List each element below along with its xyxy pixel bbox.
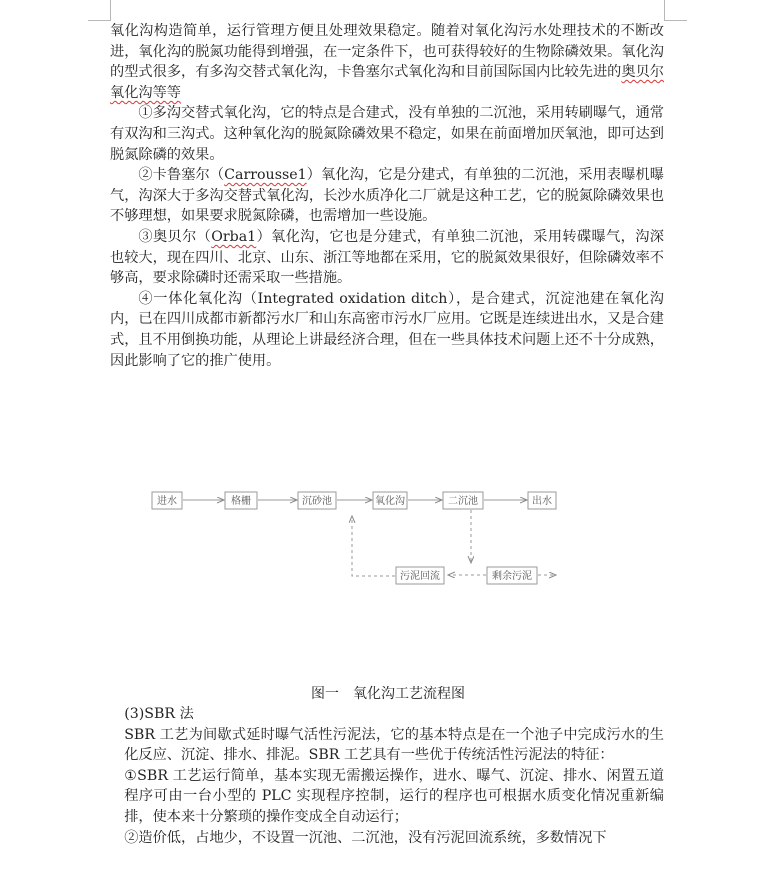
node-label-excess-sludge: 剩余污泥: [492, 571, 532, 582]
paragraph-item-3: ③奥贝尔（Orba1）氧化沟，它也是分建式，有单独二沉池，采用转碟曝气，沟深也较大，现在四川、北京、山东、浙江等地都在采用，它的脱氮效果很好，但除磷效率不够高，要求除磷时还需采取一些措施。: [110, 228, 664, 287]
node-label-grit-chamber: 沉砂池: [302, 496, 332, 507]
node-label-inflow: 进水: [157, 496, 177, 507]
figure-caption: 图一 氧化沟工艺流程图: [311, 686, 465, 702]
arrow-return-to-ditch: [352, 516, 395, 576]
paragraph-item-1: ①多沟交替式氧化沟，它的特点是合建式，没有单独的二沉池，采用转刷曝气，通常有双沟和三沟式。这种氧化沟的脱氮除磷效果不稳定，如果在前面增加厌氧池，即可达到脱氮除磷的效果。: [110, 105, 664, 163]
node-label-oxidation-ditch: 氧化沟: [375, 496, 405, 507]
grammar-marked-text: 奥贝尔氧化沟等等: [110, 64, 664, 101]
paragraph-sbr-point-1: ①SBR 工艺运行简单，基本实现无需搬运操作，进水、曝气、沉淀、排水、闲置五道程序可由一台小型的 PLC 实现程序控制，运行的程序也可根据水质变化情况重新编排，使本来十分繁琐的操作变成全自动运行；: [124, 767, 664, 825]
paragraph-item-4: ④一体化氧化沟（Integrated oxidation ditch），是合建式，沉淀池建在氧化沟内，已在四川成都市新都污水厂和山东高密市污水厂应用。它既是连续进出水，又是合建式，且不用倒换功能，从理论上讲最经济合理，但在一些具体技术问题上还不十分成熟，因此影响了它的推广使用。: [110, 290, 664, 369]
spell-marked-text: Carrousse1: [224, 167, 307, 184]
spell-marked-text: Orba1: [211, 228, 257, 245]
body-text-sbr: [110, 704, 664, 848]
paragraph-sbr-intro: SBR 工艺为间歇式延时曝气活性污泥法，它的基本特点是在一个池子中完成污水的生化反应、沉淀、排水、排泥。SBR 工艺具有一些优于传统活性污泥法的特征：: [124, 726, 664, 764]
node-label-return-sludge: 污泥回流: [400, 571, 440, 582]
node-label-outflow: 出水: [532, 496, 552, 507]
node-label-secondary-clarifier: 二沉池: [448, 496, 478, 507]
paragraph-intro: 氧化沟构造简单，运行管理方便且处理效果稳定。随着对氧化沟污水处理技术的不断改进，氧化沟的脱氮功能得到增强，在一定条件下，也可获得较好的生物除磷效果。氧化沟的型式很多，有多沟交替式氧化沟，卡鲁塞尔式氧化沟和目前国际国内比较先进的奥贝尔氧化沟等等: [110, 23, 664, 101]
node-label-screen: 格栅: [231, 496, 251, 507]
section-heading: (3)SBR 法: [124, 706, 194, 722]
paragraph-sbr-point-2: ②造价低，占地少，不设置一沉池、二沉池，没有污泥回流系统，多数情况下: [124, 829, 607, 846]
paragraph-item-2: ②卡鲁塞尔（Carrousse1）氧化沟，它是分建式，有单独的二沉池，采用表曝机曝气，沟深大于多沟交替式氧化沟，长沙水质净化二厂就是这种工艺，它的脱氮除磷效果也不够理想，如果要求脱氮除磷，也需增加一些设施。: [110, 167, 664, 225]
